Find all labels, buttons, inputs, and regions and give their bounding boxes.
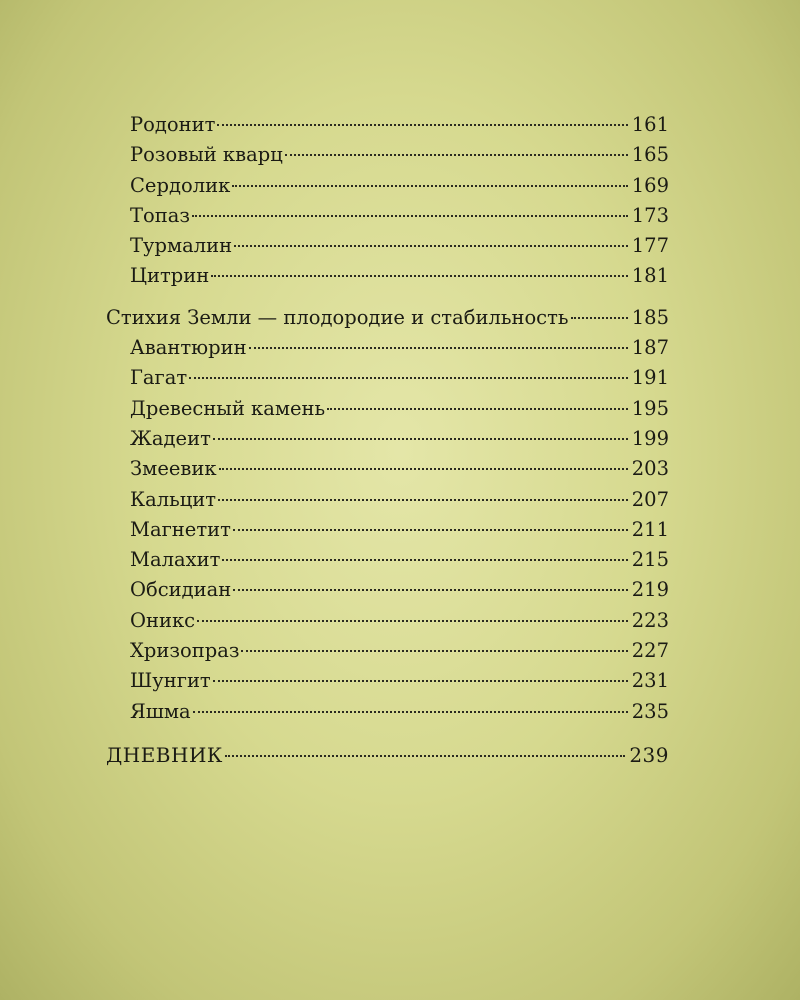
toc-entry <box>106 333 669 363</box>
toc-entry-page: 223 <box>631 608 669 632</box>
toc-leader-dots <box>211 275 627 277</box>
toc-leader-dots <box>285 154 628 156</box>
toc-entry <box>106 201 669 231</box>
toc-entry-page: 191 <box>631 366 669 390</box>
toc-entry <box>106 545 669 575</box>
toc-leader-dots <box>327 408 628 410</box>
toc-entry <box>106 454 669 484</box>
toc-entry <box>106 575 669 605</box>
toc-leader-dots <box>192 215 628 217</box>
toc-entry <box>106 485 669 515</box>
toc-entry-page: 199 <box>631 426 669 450</box>
toc-entry-title: Малахит <box>130 548 221 572</box>
toc-entry-title: Кальцит <box>130 487 217 511</box>
toc-leader-dots <box>222 559 627 561</box>
toc-entry <box>106 231 669 261</box>
toc-entry-page: 173 <box>631 203 669 227</box>
toc-leader-dots <box>213 680 628 682</box>
toc-entry-title: Змеевик <box>130 457 217 481</box>
toc-entry-page: 187 <box>631 336 669 360</box>
toc-entry-title: Розовый кварц <box>130 143 283 167</box>
toc-leader-dots <box>217 124 627 126</box>
toc-leader-dots <box>249 347 628 349</box>
toc-entry-page: 177 <box>631 234 669 258</box>
toc-entry-page: 219 <box>631 578 669 602</box>
toc-entry-page: 165 <box>631 143 669 167</box>
toc-entry-page: 227 <box>631 639 669 663</box>
toc-entry-page: 181 <box>631 264 669 288</box>
toc-entry-title: Гагат <box>130 366 188 390</box>
toc-entry-title: Авантюрин <box>130 336 247 360</box>
toc-entry <box>106 261 669 291</box>
toc-leader-dots <box>233 589 627 591</box>
toc-leader-dots <box>232 185 628 187</box>
toc-leader-dots <box>241 650 627 652</box>
toc-leader-dots <box>571 317 628 319</box>
toc-entry <box>106 606 669 636</box>
toc-entry-title: Цитрин <box>130 264 210 288</box>
toc-entry-title: Стихия Земли — плодородие и стабильность <box>106 305 569 329</box>
toc-leader-dots <box>197 620 628 622</box>
toc-entry-title: Сердолик <box>130 173 231 197</box>
toc-entry-page: 169 <box>631 173 669 197</box>
toc-entry-title: Древесный камень <box>130 396 326 420</box>
toc-entry-title: Шунгит <box>130 669 211 693</box>
toc-entry-title: Жадеит <box>130 426 211 450</box>
toc-leader-dots <box>213 438 628 440</box>
toc-entry <box>106 110 669 140</box>
toc-entry <box>106 394 669 424</box>
toc-entry <box>106 697 669 727</box>
toc-entry-title: Магнетит <box>130 517 231 541</box>
toc-entry-page: 215 <box>631 548 669 572</box>
toc-entry-page: 235 <box>631 699 669 723</box>
toc-leader-dots <box>234 245 628 247</box>
toc-entry <box>106 636 669 666</box>
toc-entry-page: 211 <box>631 517 669 541</box>
toc-entry-title: Обсидиан <box>130 578 232 602</box>
toc-leader-dots <box>193 711 628 713</box>
toc-entry-page: 161 <box>631 113 669 136</box>
toc-section-entry <box>106 303 669 333</box>
toc-leader-dots <box>219 468 628 470</box>
toc-entry-page: 195 <box>631 396 669 420</box>
toc-entry-title: Турмалин <box>130 234 233 258</box>
toc-entry-page: 207 <box>631 487 669 511</box>
toc-leader-dots <box>233 529 628 531</box>
toc-leader-dots <box>225 755 625 757</box>
toc-entry <box>106 666 669 696</box>
toc-entry <box>106 424 669 454</box>
toc-entry-title: Оникс <box>130 608 196 632</box>
toc-entry-title: Яшма <box>130 699 191 723</box>
toc-entry-title: Родонит <box>130 113 216 136</box>
table-of-contents <box>106 110 669 770</box>
toc-leader-dots <box>218 499 628 501</box>
toc-entry-page: 239 <box>629 742 669 767</box>
toc-entry <box>106 363 669 393</box>
toc-chapter-entry <box>106 740 669 770</box>
toc-entry-page: 231 <box>631 669 669 693</box>
toc-entry-title: Топаз <box>130 203 191 227</box>
toc-entry <box>106 140 669 170</box>
toc-leader-dots <box>189 377 628 379</box>
toc-entry <box>106 515 669 545</box>
toc-entry-title: ДНЕВНИК <box>106 742 223 767</box>
toc-entry <box>106 171 669 201</box>
toc-entry-page: 185 <box>631 305 669 329</box>
toc-entry-title: Хризопраз <box>130 639 240 663</box>
toc-entry-page: 203 <box>631 457 669 481</box>
